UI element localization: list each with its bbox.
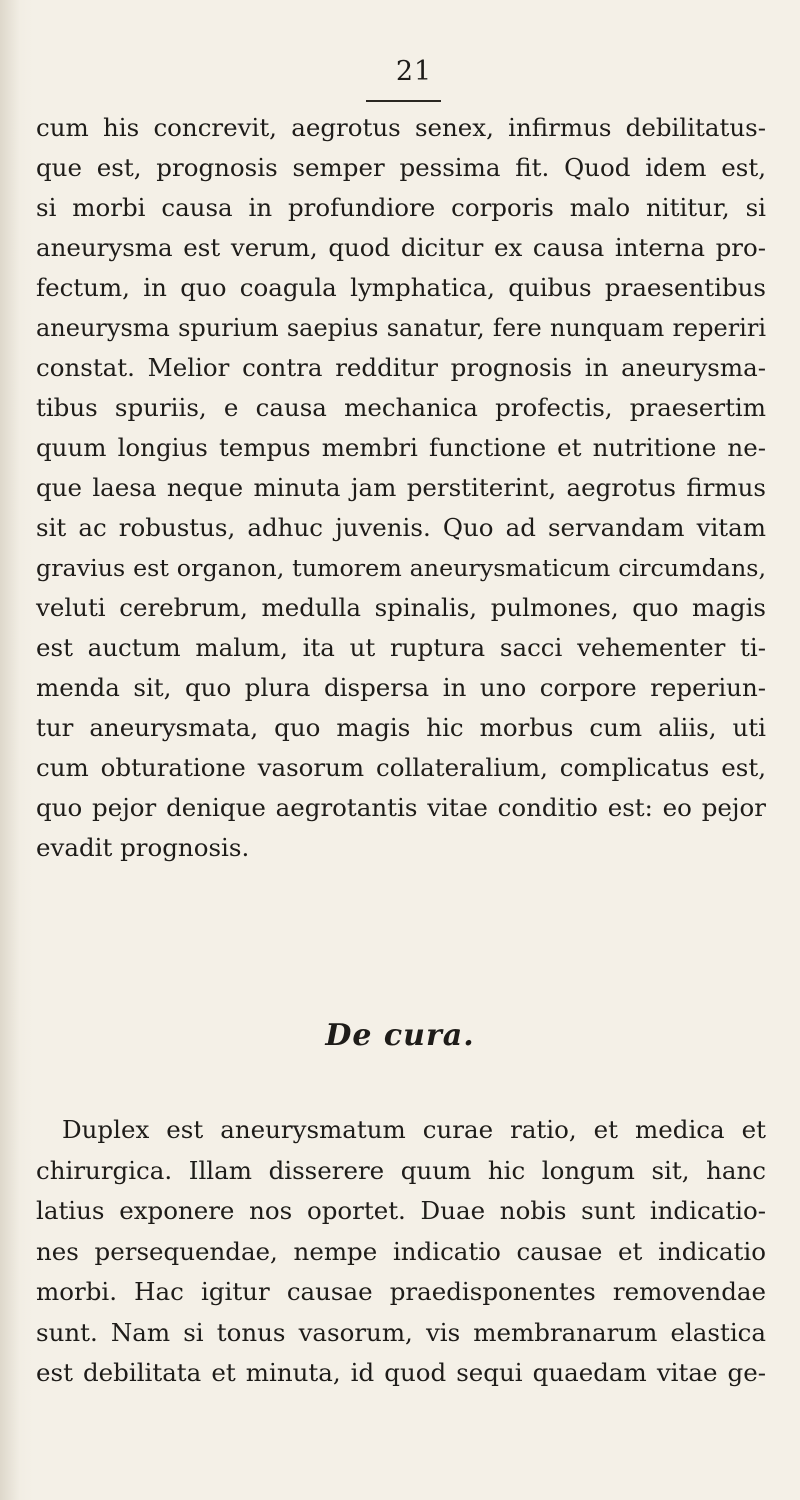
text-line: est debilitata et minuta, id quod sequi quaedam vitae ge- — [36, 1358, 766, 1387]
text-line: sunt. Nam si tonus vasorum, vis membranarum elastica — [36, 1317, 766, 1347]
text-line: menda sit, quo plura dispersa in uno corpore reperiun- — [36, 673, 766, 702]
text-line: nes persequendae, nempe indicatio causae et indicatio — [36, 1236, 766, 1266]
text-line: que est, prognosis semper pessima fit. Quod idem est, — [36, 153, 766, 182]
text-line: morbi. Hac igitur causae praedisponentes removendae — [36, 1277, 766, 1306]
text-line: tibus spuriis, e causa mechanica profectis, praesertim — [36, 393, 766, 422]
text-line: aneurysma est verum, quod dicitur ex causa interna pro- — [36, 233, 766, 262]
text-line: latius exponere nos oportet. Duae nobis sunt indicatio- — [36, 1196, 766, 1225]
text-line: aneurysma spurium saepius sanatur, fere nunquam reperiri — [36, 314, 766, 342]
text-line: que laesa neque minuta jam perstiterint, aegrotus firmus — [36, 473, 766, 502]
text-line: constat. Melior contra redditur prognosis in aneurysma- — [36, 353, 766, 382]
page-number: 21 — [395, 56, 433, 87]
text-line: Duplex est aneurysmatum curae ratio, et medica et — [62, 1115, 766, 1144]
text-line: cum his concrevit, aegrotus senex, infirmus debilitatus- — [36, 113, 766, 142]
text-line: cum obturatione vasorum collateralium, complicatus est, — [36, 753, 766, 782]
page-number-rule — [366, 100, 441, 102]
text-line: veluti cerebrum, medulla spinalis, pulmones, quo magis — [36, 593, 766, 622]
text-line: gravius est organon, tumorem aneurysmaticum circumdans, — [36, 554, 766, 582]
paragraph-prognosis — [36, 108, 766, 868]
text-line: quo pejor denique aegrotantis vitae conditio est: eo pejor — [36, 793, 766, 822]
text-line: fectum, in quo coagula lymphatica, quibus praesentibus — [36, 273, 766, 302]
text-line: quum longius tempus membri functione et nutritione ne- — [36, 433, 766, 462]
paragraph-cura — [36, 1110, 766, 1394]
text-line: evadit prognosis. — [36, 833, 250, 862]
section-heading: De cura. — [325, 1018, 475, 1053]
text-line: sit ac robustus, adhuc juvenis. Quo ad servandam vitam — [36, 513, 766, 542]
text-line: chirurgica. Illam disserere quum hic longum sit, hanc — [36, 1155, 766, 1185]
text-line: tur aneurysmata, quo magis hic morbus cum aliis, uti — [36, 713, 766, 742]
text-line: est auctum malum, ita ut ruptura sacci vehementer ti- — [36, 633, 766, 662]
text-line: si morbi causa in profundiore corporis malo nititur, si — [36, 193, 766, 222]
